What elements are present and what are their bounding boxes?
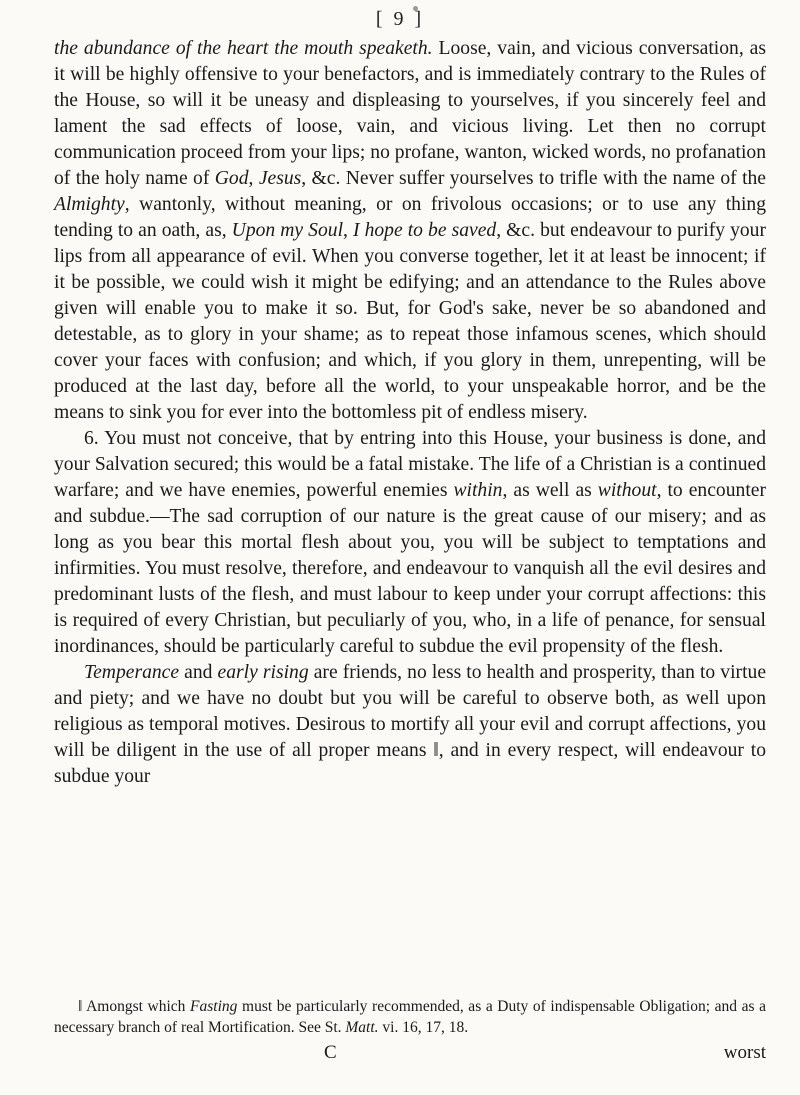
- italic-run: Almighty: [54, 194, 125, 215]
- italic-run: God: [214, 168, 249, 189]
- italic-run: Fasting: [190, 998, 238, 1015]
- paragraph-3-temperance: Temperance and early rising are friends, no less to health and prosperity, than to virtue and piety; and we have no doubt but you will be careful to observe both, as well upon religious as temporal motives. Desirous to mortify all your evil and corrupt affections, you will be diligent in the use of all proper means ‖, and in every respect, will endeavour to subdue your: [54, 662, 767, 787]
- italic-run: within: [453, 480, 503, 501]
- italic-run: I hope to be saved: [353, 220, 497, 241]
- italic-run: Matt.: [345, 1019, 379, 1036]
- italic-run: Temperance: [84, 662, 180, 683]
- catchline: [54, 1042, 766, 1066]
- footnote: ‖ Amongst which Fasting must be particularly recommended, as a Duty of indispensable Obligation; and as a necessary branch of real Mortification. See St. Matt. vi. 16, 17, 18.: [54, 998, 766, 1036]
- italic-run: without: [597, 480, 657, 501]
- italic-run: early rising: [217, 662, 309, 683]
- italic-run: Upon my Soul: [231, 220, 344, 241]
- italic-run: the abundance of the heart the mouth speaketh.: [54, 38, 433, 59]
- signature-mark: C: [324, 1042, 337, 1063]
- body-text: [54, 36, 766, 790]
- italic-run: Jesus: [258, 168, 302, 189]
- paragraph-2-rule-6: 6. You must not conceive, that by entring into this House, your business is done, and your Salvation secured; this would be a fatal mistake. The life of a Christian is a continued warfare; and we have enemies, powerful enemies within, as well as without, to encounter and subdue.—The sad corruption of our nature is the great cause of our misery; and as long as you bear this mortal flesh about you, you will be subject to temptations and infirmities. You must resolve, therefore, and endeavour to vanquish all the evil desires and predominant lusts of the flesh, and must labour to keep under your corrupt affections: this is required of every Christian, but peculiarly of you, who, in a life of penance, for sensual inordinances, should be particularly careful to subdue the evil propensity of the flesh.: [54, 428, 766, 657]
- paragraph-1: the abundance of the heart the mouth speaketh. Loose, vain, and vicious conversation, as it will be highly offensive to your benefactors, and is immediately contrary to the Rules of the House, so will it be uneasy and displeasing to yourselves, if you sincerely feel and lament the sad effects of loose, vain, and vicious living. Let then no corrupt communication proceed from your lips; no profane, wanton, wicked words, no profanation of the holy name of God, Jesus, &c. Never suffer yourselves to trifle with the name of the Almighty, wantonly, without meaning, or on frivolous occasions; or to use any thing tending to an oath, as, Upon my Soul, I hope to be saved, &c. but endeavour to purify your lips from all appearance of evil. When you converse together, let it at least be innocent; if it be possible, we could wish it might be edifying; and an attendance to the Rules above given will enable you to make it so. But, for God's sake, never be so abandoned and detestable, as to glory in your shame; as to repeat those infamous scenes, which should cover your faces with confusion; and which, if you glory in them, unrepenting, will be produced at the last day, before all the world, to your unspeakable horror, and be the means to sink you for ever into the bottomless pit of endless misery.: [54, 38, 767, 423]
- page-number: [ 9 ]: [375, 8, 425, 30]
- catchword: worst: [723, 1042, 766, 1063]
